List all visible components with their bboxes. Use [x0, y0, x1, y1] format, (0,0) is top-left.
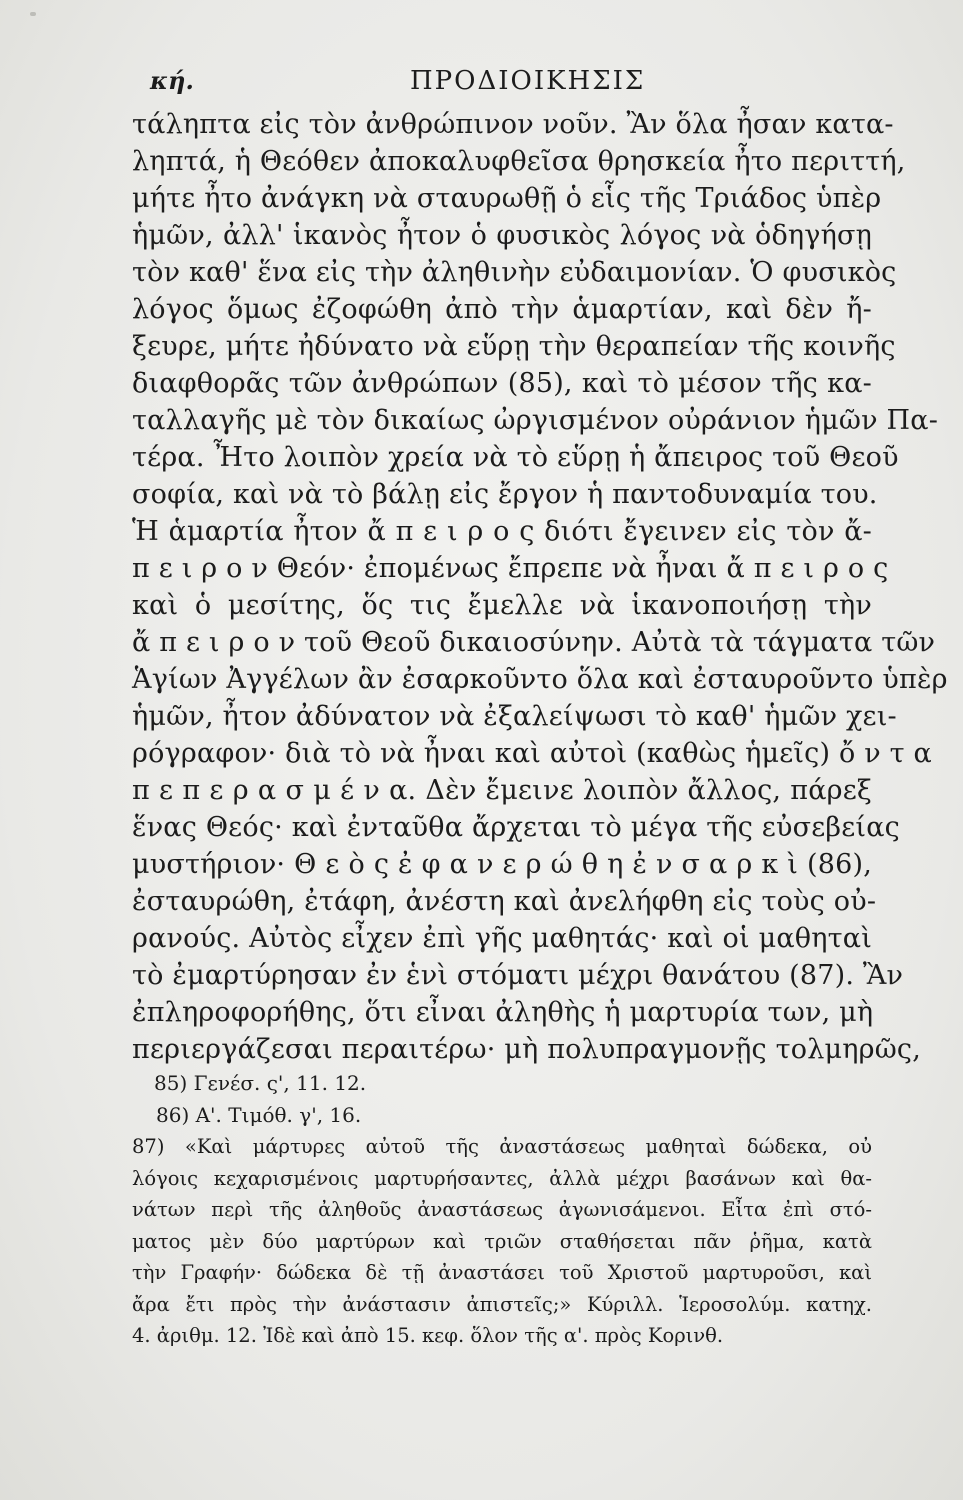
text-line: ταλλαγῆς μὲ τὸν δικαίως ὠργισμένον οὐράνιον ἡμῶν Πα-: [132, 405, 939, 436]
text-line: τάληπτα εἰς τὸν ἀνθρώπινον νοῦν. Ἂν ὅλα ἦσαν κατα-: [132, 109, 894, 140]
text-line: ρανούς. Αὐτὸς εἶχεν ἐπὶ γῆς μαθητάς· καὶ οἱ μαθηταὶ: [132, 923, 872, 954]
footnote-86: 86) Α'. Τιμόθ. γ', 16.: [156, 1102, 362, 1127]
text-line: ἡμῶν, ἀλλ' ἱκανὸς ἦτον ὁ φυσικὸς λόγος νὰ ὁδηγήσῃ: [132, 220, 872, 251]
text-line: ἐσταυρώθη, ἐτάφη, ἀνέστη καὶ ἀνελήφθη εἰς τοὺς οὐ-: [132, 886, 877, 917]
page-header: [150, 66, 870, 100]
text-line: τὸν καθ' ἕνα εἰς τὴν ἀληθινὴν εὐδαιμονίαν. Ὁ φυσικὸς: [132, 257, 897, 288]
text-line: ἡμῶν, ἦτον ἀδύνατον νὰ ἐξαλείψωσι τὸ καθ' ἡμῶν χει-: [132, 701, 897, 732]
footnote-85: 85) Γενέσ. ς', 11. 12.: [154, 1071, 367, 1095]
text-line: Ἁγίων Ἀγγέλων ἂν ἐσαρκοῦντο ὅλα καὶ ἐσταυροῦντο ὑπὲρ: [132, 664, 948, 695]
footnote-87-line: 87) «Καὶ μάρτυρες αὐτοῦ τῆς ἀναστάσεως μαθηταὶ δώδεκα, οὐ: [132, 1135, 872, 1158]
text-line: Ἡ ἁμαρτία ἦτον ἄ π ε ι ρ ο ς διότι ἔγεινεν εἰς τὸν ἄ-: [132, 516, 872, 547]
text-line: καὶ ὁ μεσίτης, ὅς τις ἔμελλε νὰ ἱκανοποιήσῃ τὴν: [132, 590, 872, 621]
footnote-87-line: 4. ἀριθμ. 12. Ἰδὲ καὶ ἀπὸ 15. κεφ. ὅλον τῆς α'. πρὸς Κορινθ.: [132, 1324, 724, 1347]
text-line: ἄ π ε ι ρ ο ν τοῦ Θεοῦ δικαιοσύνην. Αὐτὰ τὰ τάγματα τῶν: [132, 627, 936, 658]
footnote-87-line: τὴν Γραφήν· δώδεκα δὲ τῇ ἀναστάσει τοῦ Χριστοῦ μαρτυροῦσι, καὶ: [132, 1261, 872, 1284]
main-text: [132, 106, 948, 1068]
text-line: λόγος ὅμως ἐζοφώθη ἀπὸ τὴν ἁμαρτίαν, καὶ δὲν ἤ-: [132, 294, 872, 325]
text-line: διαφθορᾶς τῶν ἀνθρώπων (85), καὶ τὸ μέσον τῆς κα-: [132, 368, 872, 399]
footnote-87-line: λόγοις κεχαρισμένοις μαρτυρήσαντες, ἀλλὰ μέχρι βασάνων καὶ θα-: [132, 1166, 872, 1190]
text-line: ἐπληροφορήθης, ὅτι εἶναι ἀληθὴς ἡ μαρτυρία των, μὴ: [132, 997, 874, 1028]
footnotes: [132, 1068, 872, 1352]
text-line: ξευρε, μήτε ἠδύνατο νὰ εὕρῃ τὴν θεραπείαν τῆς κοινῆς: [132, 331, 896, 362]
page-number: κή.: [150, 66, 194, 95]
text-line: τὸ ἐμαρτύρησαν ἐν ἑνὶ στόματι μέχρι θανάτου (87). Ἂν: [132, 960, 904, 991]
text-line: μυστήριον· Θ ε ὸ ς ἐ φ α ν ε ρ ώ θ η ἐ ν σ α ρ κ ὶ (86),: [132, 849, 872, 880]
footnote-87-line: νάτων περὶ τῆς ἀληθοῦς ἀναστάσεως ἀγωνισάμενοι. Εἶτα ἐπὶ στό-: [132, 1198, 872, 1221]
text-line: μήτε ἦτο ἀνάγκη νὰ σταυρωθῇ ὁ εἷς τῆς Τριάδος ὑπὲρ: [132, 183, 882, 214]
text-line: περιεργάζεσαι περαιτέρω· μὴ πολυπραγμονῇς τολμηρῶς,: [132, 1034, 922, 1065]
text-line: ληπτά, ἡ Θεόθεν ἀποκαλυφθεῖσα θρησκεία ἦτο περιττή,: [132, 146, 906, 177]
text-line: ἕνας Θεός· καὶ ἐνταῦθα ἄρχεται τὸ μέγα τῆς εὐσεβείας: [132, 812, 900, 843]
text-line: τέρα. Ἦτο λοιπὸν χρεία νὰ τὸ εὕρῃ ἡ ἄπειρος τοῦ Θεοῦ: [132, 442, 899, 473]
text-line: ρόγραφον· διὰ τὸ νὰ ἦναι καὶ αὐτοὶ (καθὼς ἡμεῖς) ὄ ν τ α: [132, 738, 932, 769]
footnote-87-line: ἄρα ἔτι πρὸς τὴν ἀνάστασιν ἀπιστεῖς;» Κύριλλ. Ἱεροσολύμ. κατηχ.: [132, 1292, 872, 1316]
footnote-87-line: ματος μὲν δύο μαρτύρων καὶ τριῶν σταθήσεται πᾶν ῥῆμα, κατὰ: [132, 1229, 872, 1253]
margin-speck: [30, 12, 36, 16]
text-line: π ε π ε ρ α σ μ έ ν α. Δὲν ἔμεινε λοιπὸν ἄλλος, πάρεξ: [132, 775, 872, 806]
text-line: σοφία, καὶ νὰ τὸ βάλῃ εἰς ἔργον ἡ παντοδυναμία του.: [132, 479, 878, 510]
running-title: ΠΡΟΔΙΟΙΚΗΣΙΣ: [410, 66, 646, 96]
text-line: π ε ι ρ ο ν Θεόν· ἐπομένως ἔπρεπε νὰ ἦναι ἄ π ε ι ρ ο ς: [132, 553, 889, 584]
